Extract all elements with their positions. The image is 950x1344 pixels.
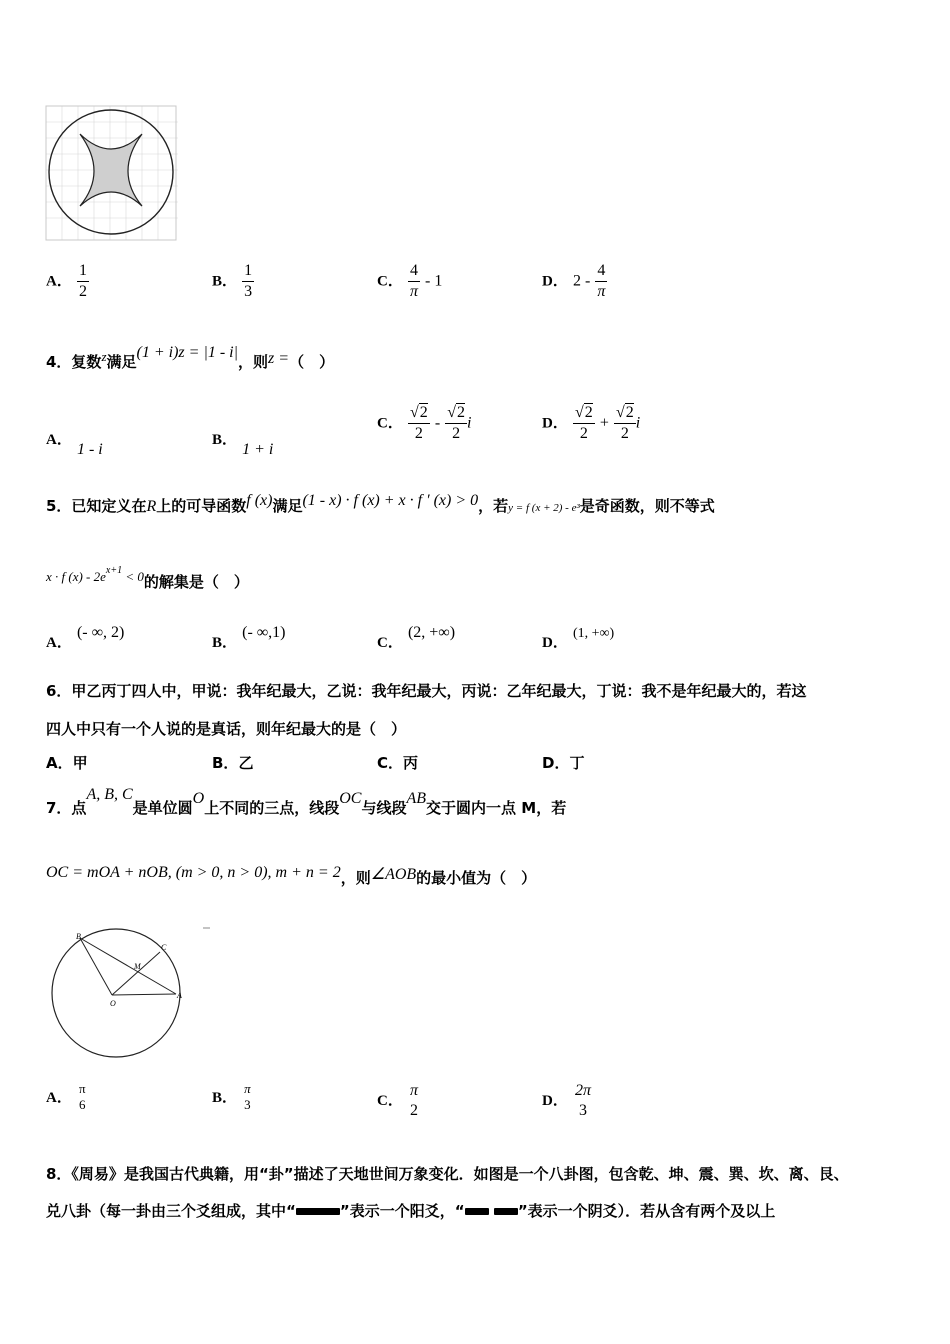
yang-line-symbol	[296, 1208, 340, 1215]
q6-option-b: B．乙	[212, 754, 254, 772]
yin-line-symbol-right	[494, 1208, 518, 1215]
q6-option-c: C．丙	[377, 754, 419, 772]
q3-c-fraction: $\frac{4}{\pi}$	[409, 262, 418, 300]
q5-option-b: B． (- ∞,1)	[212, 624, 286, 651]
q6-option-d: D．丁	[542, 754, 585, 772]
q3-option-c: C． $\frac{4}{\pi}$ - 1	[377, 262, 443, 300]
q7-figure	[48, 922, 218, 1060]
q3-a-fraction: $\frac{1}{2}$	[78, 262, 87, 300]
q6-option-a: A．甲	[46, 754, 88, 772]
q3-d-fraction: $\frac{4}{\pi}$	[597, 262, 606, 300]
q7-option-a: A． π 6	[46, 1081, 86, 1113]
question-7-condition: OC = mOA + nOB, (m > 0, n > 0), m + n = 2，则∠AOB的最小值为（ ）	[46, 864, 537, 887]
q4-option-a: A． 1 - i	[46, 432, 103, 458]
q3-b-fraction: $\frac{1}{3}$	[244, 262, 253, 300]
q7-label-a: A	[177, 991, 182, 1000]
question-8-line-1: 8．《周易》是我国古代典籍，用“卦”描述了天地世间万象变化．如图是一个八卦图，包含乾、坤、震、巽、坎、离、艮、	[46, 1165, 849, 1183]
q7-option-b: B． π 3	[212, 1081, 251, 1113]
question-6-line-2: 四人中只有一个人说的是真话，则年纪最大的是（ ）	[46, 720, 407, 738]
q3-figure	[42, 102, 182, 244]
q3-option-a: A． $\frac{1}{2}$	[46, 262, 87, 300]
q3-option-d: D． 2 - $\frac{4}{\pi}$	[542, 262, 606, 300]
q7-option-c: C． π 2	[377, 1082, 418, 1119]
q7-option-d: D． 2π 3	[542, 1082, 591, 1119]
question-5-inequality: x · f $(x) - 2e^{x+1} < 0$的解集是（ ）	[46, 565, 249, 591]
q4-option-c: C． $\frac{√2}{2}$ - $\frac{√2}{2}$ i	[377, 404, 472, 442]
q5-option-c: C． (2, +∞)	[377, 624, 456, 651]
q3-option-b: B． $\frac{1}{3}$	[212, 262, 253, 300]
q5-option-a: A． (- ∞, 2)	[46, 624, 125, 651]
question-8-line-2: 兑八卦（每一卦由三个爻组成，其中“ ”表示一个阳爻，“ ”表示一个阴爻）．若从含有两个及以上	[46, 1202, 776, 1220]
q4-option-d: D． $\frac{√2}{2}$ + $\frac{√2}{2}$ i	[542, 404, 641, 442]
q4-option-b: B． 1 + i	[212, 432, 274, 458]
q7-label-c: C	[161, 943, 167, 952]
question-7-stem: 7．点A, B, C是单位圆O上不同的三点，线段OC与线段AB交于圆内一点 M，若	[46, 786, 567, 817]
q7-label-m: M	[134, 962, 141, 971]
q7-label-b: B	[76, 932, 81, 941]
q5-option-d: D． (1, +∞)	[542, 626, 615, 651]
question-4-stem: 4．复数z满足(1 + i)z = |1 - i|，则z =（ ）	[46, 344, 335, 371]
q7-label-o: O	[110, 999, 116, 1008]
question-5-stem: 5．已知定义在R上的可导函数f (x)满足(1 - x) · f (x) + x · f ′ (x) > 0，若y = f (x + 2) - e³是奇函数，则不等式	[46, 492, 715, 515]
yin-line-symbol-left	[465, 1208, 489, 1215]
question-6-line-1: 6．甲乙丙丁四人中，甲说：我年纪最大，乙说：我年纪最大，丙说：乙年纪最大，丁说：我不是年纪最大的，若这	[46, 682, 807, 700]
